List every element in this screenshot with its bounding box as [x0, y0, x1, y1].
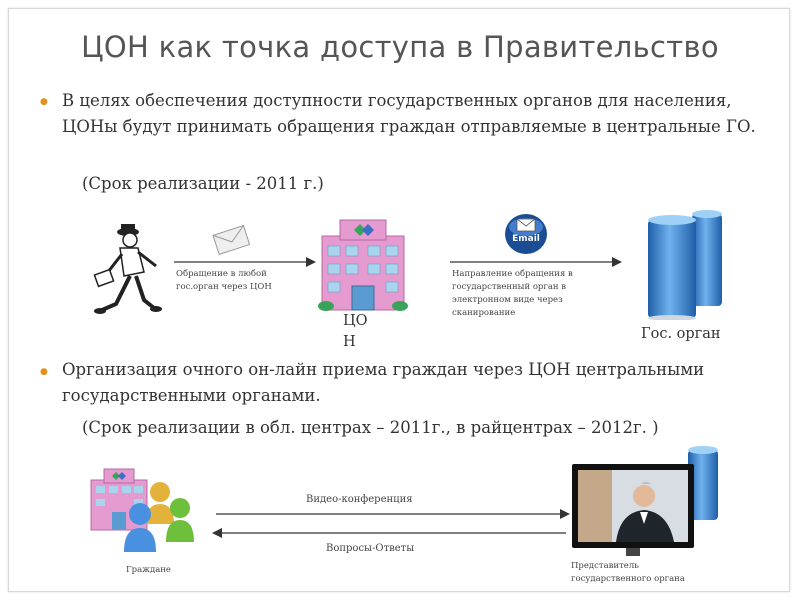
arrow-right — [172, 256, 317, 268]
envelope-icon — [212, 222, 250, 256]
bullet-icon — [40, 367, 50, 377]
arrow-right — [214, 508, 572, 520]
gov-label: Гос. орган — [641, 326, 721, 342]
arrow-left — [210, 527, 568, 539]
video-label: Видео-конференция — [306, 494, 413, 505]
monitor-representative-icon — [570, 462, 696, 558]
email-icon — [503, 213, 549, 257]
arrow2-label: Направление обращения в государственный орган в электронном виде через сканирование — [452, 269, 573, 318]
arrow-right — [448, 256, 624, 268]
rep-label: Представитель государственного органа — [571, 561, 685, 584]
section2-term: (Срок реализации в обл. центрах – 2011г., в райцентрах – 2012г. ) — [82, 418, 659, 437]
walking-man-icon — [90, 220, 162, 320]
section1-text: В целях обеспечения доступности государственных органов для населения, ЦОНы будут принимать обращения граждан отправляемые в центральные ГО. — [62, 91, 756, 136]
bullet-icon — [40, 97, 50, 107]
slide-title: ЦОН как точка доступа в Правительство — [81, 30, 719, 64]
qa-label: Вопросы-Ответы — [326, 543, 415, 554]
con-label-line2: Н — [343, 334, 356, 350]
server-icon — [640, 208, 726, 320]
con-building-icon — [318, 216, 408, 312]
citizens-label: Граждане — [126, 565, 171, 575]
con-label — [343, 311, 383, 353]
section1-term: (Срок реализации - 2011 г.) — [82, 174, 324, 193]
section2-text: Организация очного он-лайн приема граждан через ЦОН центральными государственными органами. — [62, 360, 705, 405]
arrow1-label: Обращение в любой гос.орган через ЦОН — [176, 269, 272, 292]
email-text: Email — [512, 234, 540, 244]
citizens-group-icon — [118, 478, 202, 560]
con-label-line1: ЦО — [343, 313, 368, 329]
